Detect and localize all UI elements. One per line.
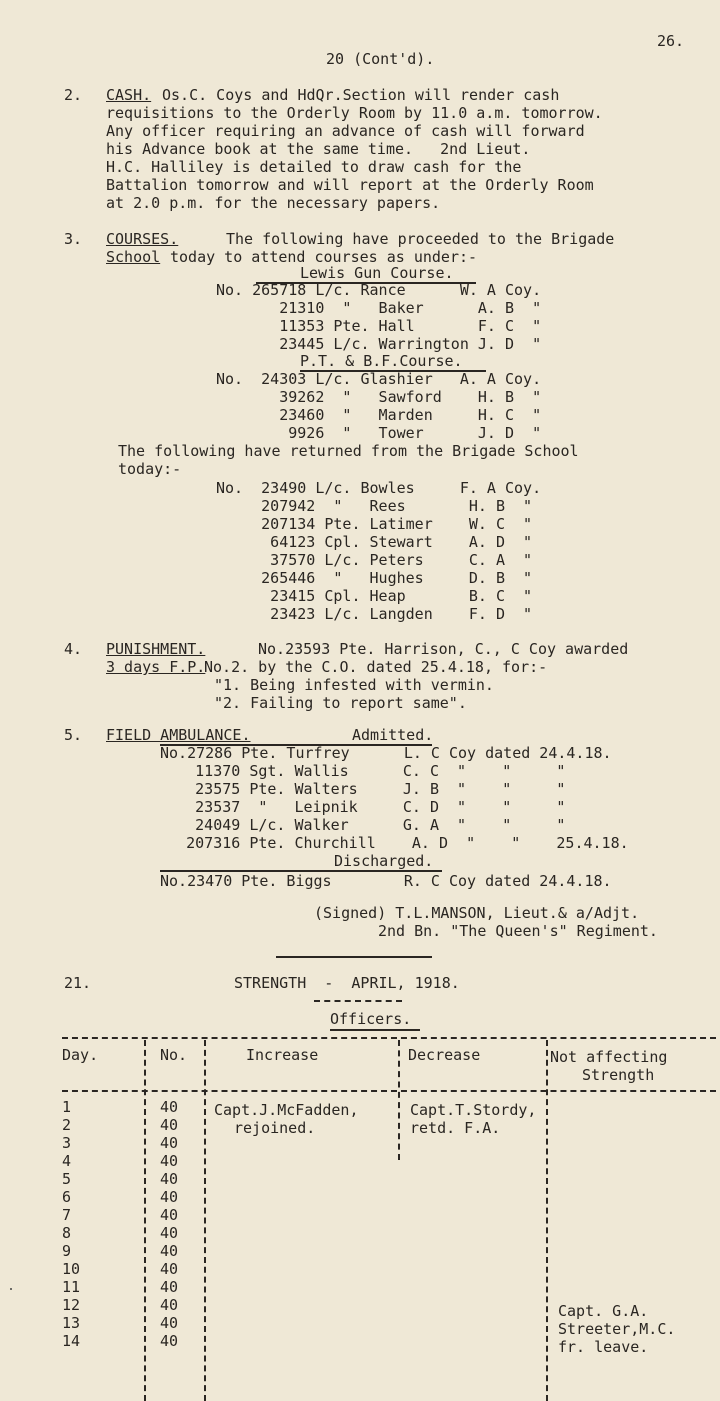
number-cell: 40 <box>160 1170 179 1188</box>
lewis-row: No. 265718 L/c. Rance W. A Coy. <box>216 281 542 299</box>
discharged-title: Discharged. <box>334 852 434 870</box>
not-affecting-entry-2: Streeter,M.C. <box>558 1320 676 1338</box>
ambulance-section-title: FIELD AMBULANCE. <box>106 726 251 744</box>
strength-section-number: 21. <box>64 974 92 992</box>
punishment-line-1: No.23593 Pte. Harrison, C., C Coy awarded <box>258 640 629 658</box>
signature-line-1: (Signed) T.L.MANSON, Lieut.& a/Adjt. <box>314 904 640 922</box>
day-cell: 5 <box>62 1170 72 1188</box>
day-cell: 14 <box>62 1332 81 1350</box>
day-cell: 2 <box>62 1116 72 1134</box>
page-heading: 20 (Cont'd). <box>326 50 435 68</box>
returned-line-1: The following have returned from the Brigade School <box>118 442 579 460</box>
header-no: No. <box>160 1046 188 1064</box>
admitted-row: No.27286 Pte. Turfrey L. C Coy dated 24.4.18. <box>160 744 612 762</box>
column-divider <box>204 1040 206 1401</box>
day-cell: 13 <box>62 1314 81 1332</box>
returned-line-2: today:- <box>118 460 182 478</box>
cash-line-1: Os.C. Coys and HdQr.Section will render cash <box>162 86 560 104</box>
table-top-rule <box>62 1037 716 1039</box>
lewis-row: 21310 " Baker A. B " <box>216 299 542 317</box>
increase-entry-1: Capt.J.McFadden, <box>214 1101 359 1119</box>
day-cell: 10 <box>62 1260 81 1278</box>
number-cell: 40 <box>160 1314 179 1332</box>
decrease-entry-1: Capt.T.Stordy, <box>410 1101 537 1119</box>
pt-row: No. 24303 L/c. Glashier A. A Coy. <box>216 370 542 388</box>
cash-line-4: his Advance book at the same time. 2nd Lieut. <box>106 140 531 158</box>
table-header-rule <box>62 1090 716 1092</box>
decrease-entry-2: retd. F.A. <box>410 1119 501 1137</box>
number-cell: 40 <box>160 1278 179 1296</box>
pt-course-title: P.T. & B.F.Course. <box>300 352 463 370</box>
lewis-row: 11353 Pte. Hall F. C " <box>216 317 542 335</box>
returned-row: No. 23490 L/c. Bowles F. A Coy. <box>216 479 542 497</box>
pt-row: 9926 " Tower J. D " <box>216 424 542 442</box>
courses-line-2: today to attend courses as under:- <box>170 248 478 266</box>
header-increase: Increase <box>246 1046 319 1064</box>
day-cell: 8 <box>62 1224 72 1242</box>
header-decrease: Decrease <box>408 1046 481 1064</box>
returned-row: 265446 " Hughes D. B " <box>216 569 533 587</box>
courses-line-1: The following have proceeded to the Brigade <box>226 230 615 248</box>
day-cell: 12 <box>62 1296 81 1314</box>
officers-subtitle: Officers. <box>330 1010 412 1028</box>
strength-title-rule <box>314 1000 402 1002</box>
number-cell: 40 <box>160 1116 179 1134</box>
number-cell: 40 <box>160 1296 179 1314</box>
returned-row: 37570 L/c. Peters C. A " <box>216 551 533 569</box>
number-cell: 40 <box>160 1206 179 1224</box>
page-number: 26. <box>657 32 685 50</box>
courses-section-number: 3. <box>64 230 83 248</box>
lewis-row: 23445 L/c. Warrington J. D " <box>216 335 542 353</box>
day-cell: 7 <box>62 1206 72 1224</box>
ambulance-section-number: 5. <box>64 726 83 744</box>
number-cell: 40 <box>160 1134 179 1152</box>
returned-row: 207134 Pte. Latimer W. C " <box>216 515 533 533</box>
day-cell: 11 <box>62 1278 81 1296</box>
cash-line-5: H.C. Halliley is detailed to draw cash for the <box>106 158 522 176</box>
day-cell: 4 <box>62 1152 72 1170</box>
day-cell: 9 <box>62 1242 72 1260</box>
not-affecting-entry-3: fr. leave. <box>558 1338 649 1356</box>
signature-line-2: 2nd Bn. "The Queen's" Regiment. <box>378 922 658 940</box>
number-cell: 40 <box>160 1242 179 1260</box>
cash-line-2: requisitions to the Orderly Room by 11.0 a.m. tomorrow. <box>106 104 603 122</box>
strength-title: STRENGTH - APRIL, 1918. <box>234 974 460 992</box>
column-divider <box>144 1040 146 1401</box>
admitted-title: Admitted. <box>352 726 434 744</box>
punishment-section-number: 4. <box>64 640 83 658</box>
day-cell: 1 <box>62 1098 72 1116</box>
not-affecting-entry-1: Capt. G.A. <box>558 1302 649 1320</box>
pt-row: 23460 " Marden H. C " <box>216 406 542 424</box>
cash-line-7: at 2.0 p.m. for the necessary papers. <box>106 194 441 212</box>
returned-row: 64123 Cpl. Stewart A. D " <box>216 533 533 551</box>
day-cell: 6 <box>62 1188 72 1206</box>
pt-row: 39262 " Sawford H. B " <box>216 388 542 406</box>
margin-mark <box>10 1288 12 1290</box>
cash-section-title: CASH. <box>106 86 152 104</box>
admitted-row: 207316 Pte. Churchill A. D " " 25.4.18. <box>150 834 629 852</box>
header-not-affecting-1: Not affecting <box>550 1048 668 1066</box>
cash-line-6: Battalion tomorrow and will report at the Orderly Room <box>106 176 594 194</box>
number-cell: 40 <box>160 1098 179 1116</box>
lewis-gun-course-title: Lewis Gun Course. <box>300 264 454 282</box>
number-cell: 40 <box>160 1224 179 1242</box>
officers-underline <box>330 1029 420 1031</box>
punishment-line-4: "2. Failing to report same". <box>214 694 467 712</box>
punishment-line-2-days: 3 days F.P. <box>106 658 206 676</box>
admitted-row: 23575 Pte. Walters J. B " " " <box>150 780 566 798</box>
admitted-row: 11370 Sgt. Wallis C. C " " " <box>150 762 566 780</box>
number-cell: 40 <box>160 1332 179 1350</box>
section-divider <box>276 956 432 958</box>
punishment-line-2: No.2. by the C.O. dated 25.4.18, for:- <box>204 658 548 676</box>
returned-row: 23423 L/c. Langden F. D " <box>216 605 533 623</box>
number-cell: 40 <box>160 1188 179 1206</box>
returned-row: 23415 Cpl. Heap B. C " <box>216 587 533 605</box>
courses-section-title: COURSES. <box>106 230 179 248</box>
number-cell: 40 <box>160 1152 179 1170</box>
number-cell: 40 <box>160 1260 179 1278</box>
column-divider <box>398 1040 400 1160</box>
admitted-row: 23537 " Leipnik C. D " " " <box>150 798 566 816</box>
header-not-affecting-2: Strength <box>582 1066 655 1084</box>
cash-section-number: 2. <box>64 86 83 104</box>
punishment-section-title: PUNISHMENT. <box>106 640 206 658</box>
header-day: Day. <box>62 1046 99 1064</box>
day-cell: 3 <box>62 1134 72 1152</box>
cash-line-3: Any officer requiring an advance of cash will forward <box>106 122 585 140</box>
admitted-row: 24049 L/c. Walker G. A " " " <box>150 816 566 834</box>
increase-entry-2: rejoined. <box>234 1119 316 1137</box>
column-divider <box>546 1040 548 1401</box>
discharged-row: No.23470 Pte. Biggs R. C Coy dated 24.4.18. <box>160 872 612 890</box>
returned-row: 207942 " Rees H. B " <box>216 497 533 515</box>
courses-line-2-school: School <box>106 248 161 266</box>
punishment-line-3: "1. Being infested with vermin. <box>214 676 494 694</box>
